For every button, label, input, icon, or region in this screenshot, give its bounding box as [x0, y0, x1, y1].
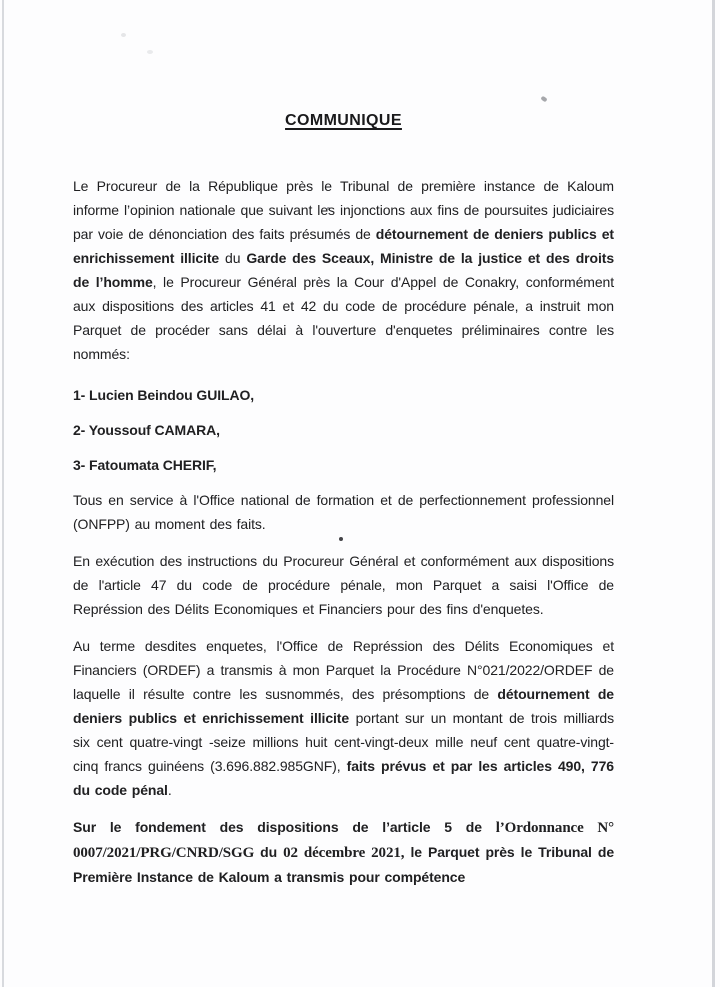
- text-run: détournement de deniers publics et enrichissement illicite: [73, 686, 614, 726]
- text-run: du: [219, 250, 247, 266]
- text-run: .: [167, 782, 172, 798]
- text-run: 1- Lucien Beindou GUILAO,: [73, 387, 255, 403]
- text-run: faits prévus et par les articles 490, 776 du code pénal: [73, 758, 614, 798]
- paragraph: [73, 488, 614, 536]
- text-run: Garde des Sceaux, Ministre de la justice et des droits de l’homme: [73, 250, 615, 290]
- page-edge-right: [712, 0, 715, 987]
- paragraph: [73, 549, 614, 621]
- text-run: 2- Youssouf CAMARA,: [73, 422, 220, 438]
- text-run: du: [254, 844, 284, 860]
- document-title: COMMUNIQUE: [285, 112, 402, 129]
- paragraph: [73, 815, 614, 889]
- list-item: [73, 383, 614, 407]
- photo-artifact: [147, 50, 153, 54]
- text-run: , le Procureur Général près la Cour d'Appel de Conakry, conformément aux dispositions des articles 41 et 42 du code de procédure pénale, a instruit mon Parquet de procéder sans délai à l'ouverture d'enquetes préliminaires contre les nommés:: [73, 274, 614, 362]
- text-run: Le Procureur de la République près le Tribunal de première instance de Kaloum informe l’opinion nationale que suivant les injonctions aux fins de poursuites judiciaires par voie de dénonciation des faits présumés de: [73, 178, 614, 242]
- text-run: Sur le fondement des dispositions de l’article 5 de: [73, 819, 496, 835]
- photo-artifact: [540, 96, 547, 103]
- text-run: Au terme desdites enquetes, l'Office de Représsion des Délits Economiques et Financiers (ORDEF) a transmis à mon Parquet la Procédure N°021/2022/ORDEF de laquelle il résulte contre les susnommés, des présomptions de: [73, 638, 614, 702]
- photo-artifact: [121, 33, 126, 37]
- text-run: 02 décembre 2021,: [283, 845, 405, 861]
- list-item: [73, 453, 614, 477]
- document-page: [73, 112, 614, 902]
- paragraph: [73, 174, 614, 366]
- paragraph: [73, 634, 614, 802]
- document-body: [73, 174, 614, 889]
- list-item: [73, 418, 614, 442]
- text-run: l’Ordonnance N° 0007/2021/PRG/CNRD/SGG: [73, 820, 614, 861]
- text-run: détournement de deniers publics et enrichissement illicite: [73, 226, 614, 266]
- text-run: le Parquet près le Tribunal de Première Instance de Kaloum a transmis pour compétence: [73, 844, 615, 885]
- text-run: En exécution des instructions du Procureur Général et conformément aux dispositions de l'article 47 du code de procédure pénale, mon Parquet a saisi l'Office de Représsion des Délits Economiques et Financiers pour des fins d'enquetes.: [73, 553, 614, 617]
- text-run: portant sur un montant de trois milliards six cent quatre-vingt -seize millions huit cent-vingt-deux mille neuf cent quatre-vingt-cinq francs guinéens (3.696.882.985GNF),: [73, 710, 614, 774]
- page-edge-left: [2, 0, 4, 987]
- text-run: Tous en service à l'Office national de formation et de perfectionnement professionnel (ONFPP) au moment des faits.: [73, 492, 614, 532]
- text-run: 3- Fatoumata CHERIF,: [73, 457, 217, 473]
